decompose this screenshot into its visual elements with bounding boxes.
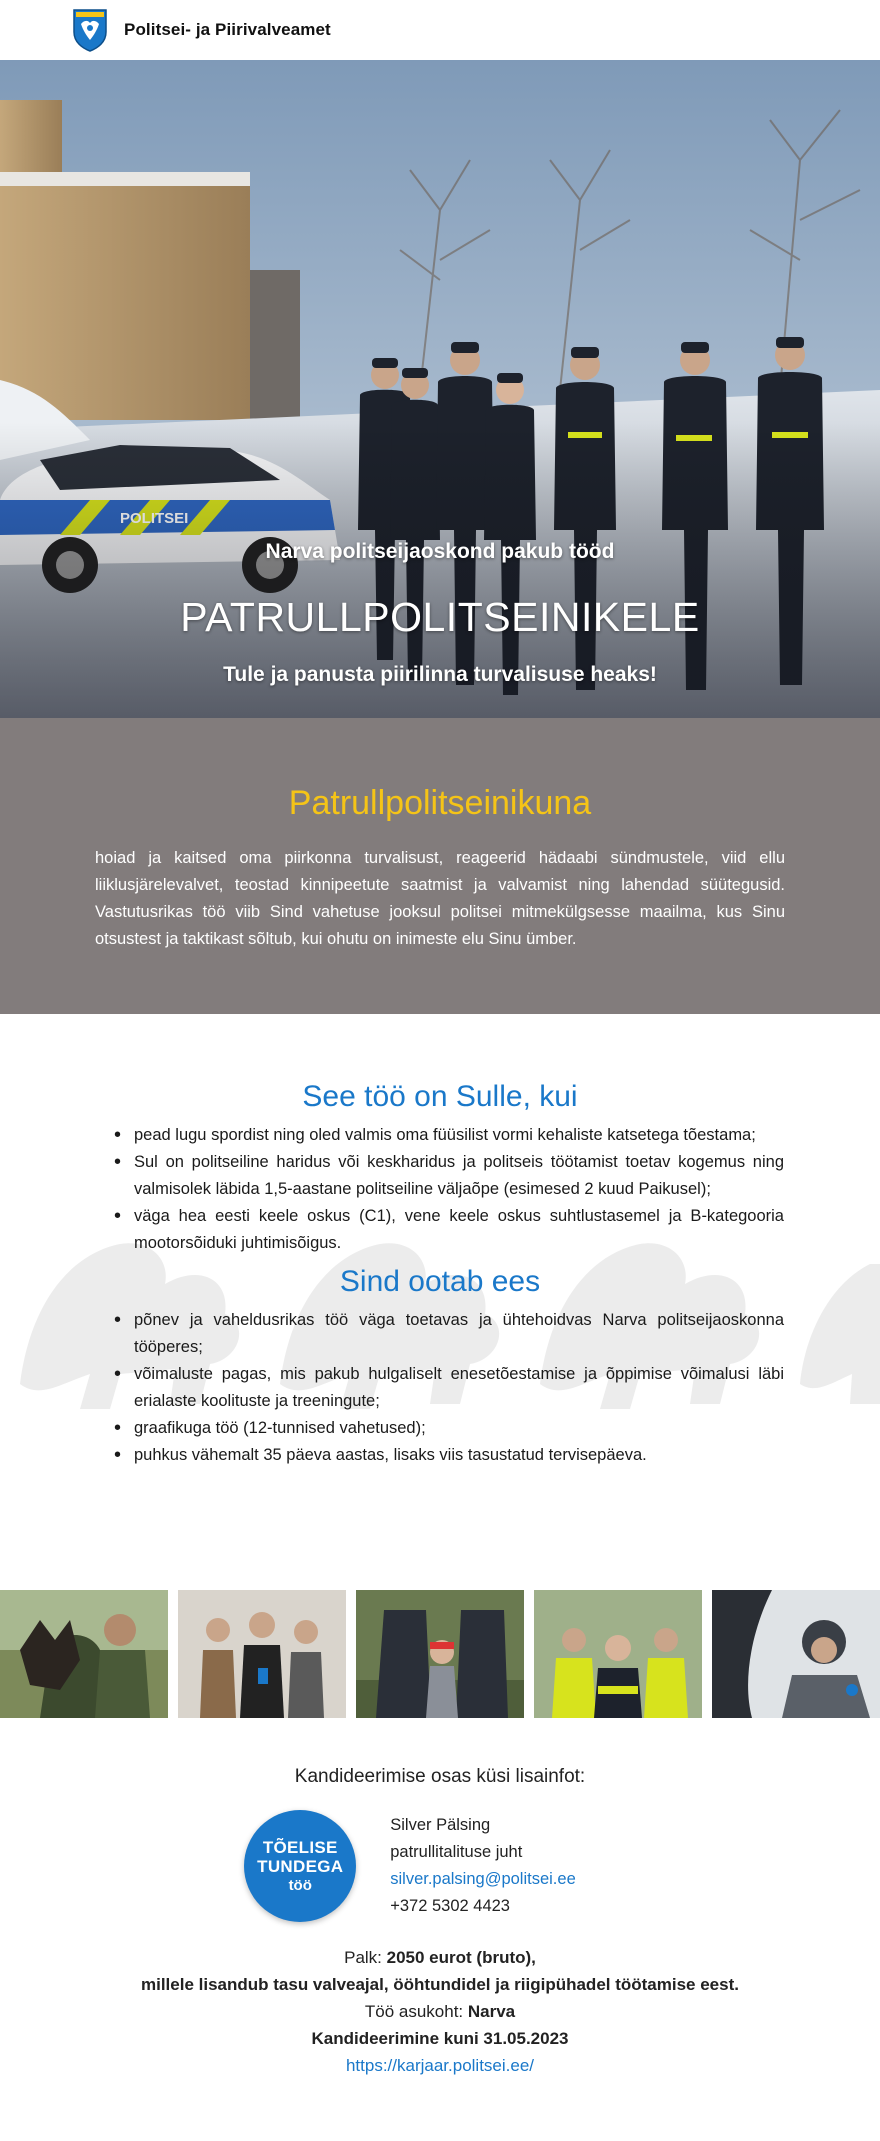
brand-name[interactable]: Politsei- ja Piirivalveamet — [124, 20, 331, 39]
ppa-shield-icon[interactable] — [72, 8, 108, 52]
contact-intro: Kandideerimise osas küsi lisainfot: — [294, 1766, 586, 1787]
requirements-section — [0, 1014, 880, 1590]
intro-body: hoiad ja kaitsed oma piirkonna turvalisust, reageerid hädaabi sündmustele, viid ellu liiklusjärelevalvet, teostad kinnipeetute saatmist ja valvamist ning lahendad süütegusid. Vastutusrikas töö viib Sind vahetuse jooksul politsei mitmekülgsesse maailma, kus Sinu otsustest ja taktikast sõltub, kui ohutu on inimeste elu Sinu ümber. — [95, 849, 785, 948]
toelise-tundega-badge — [244, 1810, 356, 1922]
contact-phone[interactable]: +372 5302 4423 — [390, 1897, 510, 1915]
contact-person — [390, 1812, 576, 1920]
hero-tagline: Tule ja panusta piirilinna turvalisuse heaks! — [223, 663, 657, 686]
team-portrait-photo — [178, 1590, 346, 1718]
career-site-link[interactable]: https://karjaar.politsei.ee/ — [345, 2056, 535, 2075]
salary-extras: millele lisandub tasu valveajal, ööhtundidel ja riigipühadel töötamise eest. — [141, 1975, 739, 1994]
site-header — [0, 0, 880, 60]
list-item: • pead lugu spordist ning oled valmis oma füüsilist vormi kehaliste katsetega tõestama; — [118, 1122, 784, 1149]
list-item: • puhkus vähemalt 35 päeva aastas, lisaks viis tasustatud tervisepäeva. — [118, 1442, 784, 1469]
list-item: • Sul on politseiline haridus või keskharidus ja politseis töötamist toetav kogemus ning valmisolek läbida 1,5-aastane politseiline väljaõpe (esimesed 2 kuud Paikusel); — [118, 1149, 784, 1203]
location-value: Narva — [467, 2002, 516, 2021]
offer-list — [118, 1307, 784, 1469]
list-item: • põnev ja vaheldusrikas töö väga toetavas ja ühtehoidvas Narva politseijaoskonna tööperes; — [118, 1307, 784, 1361]
list-item: • väga hea eesti keele oskus (C1), vene keele oskus suhtlustasemel ja B-kategooria mootorsõiduki juhtimisõigus. — [118, 1203, 784, 1257]
application-deadline: Kandideerimine kuni 31.05.2023 — [311, 2029, 569, 2048]
hero-title: PATRULLPOLITSEINIKELE — [180, 594, 700, 640]
child-with-officers-photo — [356, 1590, 524, 1718]
traffic-officers-photo — [534, 1590, 702, 1718]
hero-subtitle: Narva politseijaoskond pakub tööd — [265, 540, 615, 563]
list-item: • võimaluste pagas, mis pakub hulgaliselt enesetõestamise ja õppimise võimalusi läbi erialaste koolituste ja treeningute; — [118, 1361, 784, 1415]
salary-value: 2050 eurot (bruto), — [386, 1948, 536, 1967]
hero-banner — [0, 60, 880, 718]
job-terms — [0, 1944, 880, 2079]
salary-line — [0, 1944, 880, 1971]
location-label: Töö asukoht: — [364, 2002, 468, 2021]
salary-label: Palk: — [344, 1948, 387, 1967]
photo-strip — [0, 1590, 880, 1718]
offer-heading: Sind ootab ees — [339, 1265, 541, 1298]
requirements-list — [118, 1122, 784, 1257]
contact-name: Silver Pälsing — [390, 1816, 491, 1834]
badge-line: TUNDEGA — [257, 1856, 344, 1876]
contact-role: patrullitalituse juht — [390, 1843, 523, 1861]
helicopter-pilot-photo — [712, 1590, 880, 1718]
badge-line: TÕELISE — [262, 1837, 338, 1857]
intro-section — [0, 718, 880, 1014]
contact-email-link[interactable]: silver.palsing@politsei.ee — [390, 1870, 576, 1888]
contact-card — [0, 1810, 880, 1922]
contact-section — [0, 1718, 880, 2137]
requirements-heading: See töö on Sulle, kui — [302, 1080, 578, 1113]
location-line — [0, 1998, 880, 2025]
badge-line: töö — [288, 1876, 312, 1894]
list-item: • graafikuga töö (12-tunnised vahetused); — [118, 1415, 784, 1442]
k9-officer-photo — [0, 1590, 168, 1718]
intro-heading: Patrullpolitseinikuna — [288, 784, 592, 822]
